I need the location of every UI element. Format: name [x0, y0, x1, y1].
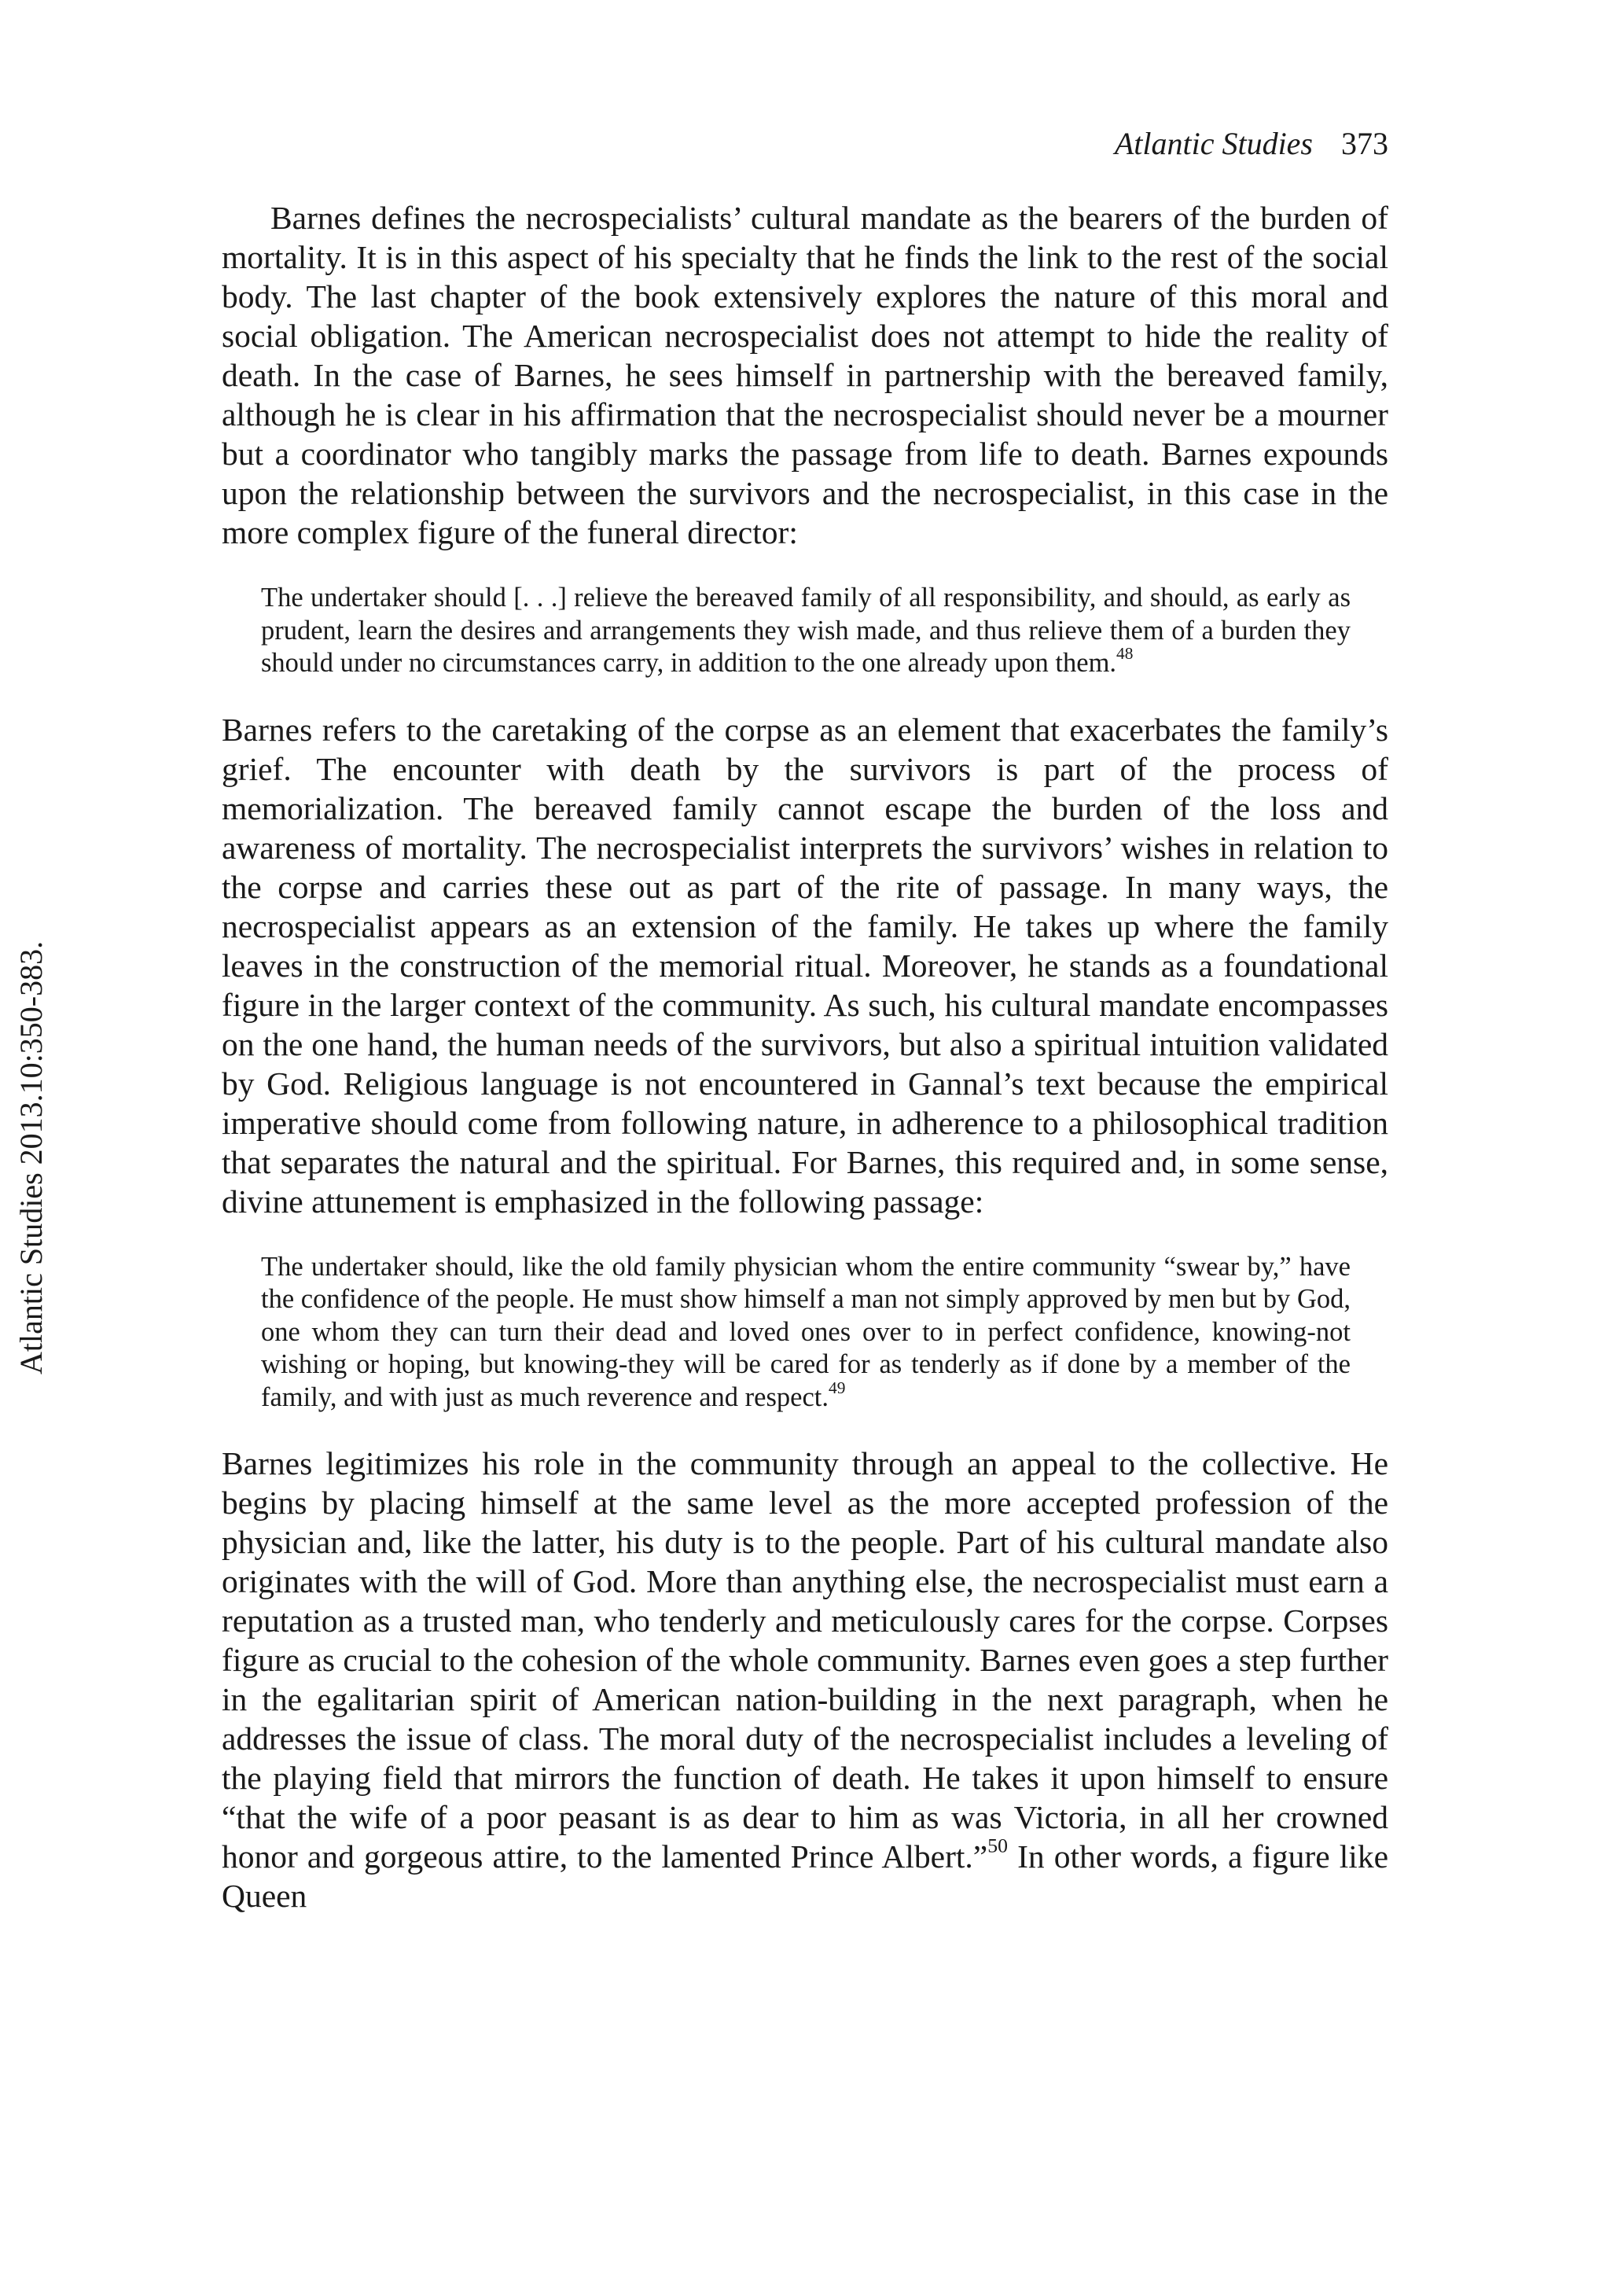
paragraph-3-continuation: In other words, a figure like Queen — [222, 1838, 1388, 1914]
running-header — [1115, 124, 1388, 164]
footnote-ref-49[interactable]: 49 — [829, 1378, 846, 1397]
margin-citation: Atlantic Studies 2013.10:350-383. — [13, 940, 49, 1374]
block-quote-1 — [261, 582, 1351, 680]
paragraph-3-text: Barnes legitimizes his role in the community through an appeal to the collective. He begins by placing himself at the same level as the more accepted profession of the physician and, like the latter, his duty is to the people. Part of his cultural mandate also originates with the will of God. More than anything else, the necrospecialist must earn a reputation as a trusted man, who tenderly and meticulously cares for the corpse. Corpses figure as crucial to the cohesion of the whole community. Barnes even goes a step further in the egalitarian spirit of American nation-building in the next paragraph, when he addresses the issue of class. The moral duty of the necrospecialist includes a leveling of the playing field that mirrors the function of death. He takes it upon himself to ensure “that the wife of a poor peasant is as dear to him as was Victoria, in all her crowned honor and gorgeous attire, to the lamented Prince Albert.” — [222, 1445, 1388, 1875]
paragraph-3 — [222, 1444, 1388, 1915]
footnote-ref-50[interactable]: 50 — [987, 1834, 1008, 1857]
quote-2-text: The undertaker should, like the old family physician whom the entire community “swear by,” have the confidence of the people. He must show himself a man not simply approved by men but by God, one whom they can turn their dead and loved ones over to in perfect confidence, knowing-not wishing or hoping, but knowing-they will be cared for as tenderly as if done by a member of the family, and with just as much reverence and respect. — [261, 1251, 1351, 1412]
quote-1-text: The undertaker should [. . .] relieve the bereaved family of all responsibility, and should, as early as prudent, learn the desires and arrangements they wish made, and thus relieve them of a burden they should under no circumstances carry, in addition to the one already upon them. — [261, 583, 1351, 678]
journal-title: Atlantic Studies — [1114, 126, 1313, 161]
footnote-ref-48[interactable]: 48 — [1116, 643, 1134, 663]
block-quote-2 — [261, 1251, 1351, 1415]
paragraph-1: Barnes defines the necrospecialists’ cultural mandate as the bearers of the burden of mortality. It is in this aspect of his specialty that he finds the link to the rest of the social body. The last chapter of the book extensively explores the nature of this moral and social obligation. The American necrospecialist does not attempt to hide the reality of death. In the case of Barnes, he sees himself in partnership with the bereaved family, although he is clear in his affirmation that the necrospecialist should never be a mourner but a coordinator who tangibly marks the passage from life to death. Barnes expounds upon the relationship between the survivors and the necrospecialist, in this case in the more complex figure of the funeral director: — [222, 200, 1388, 550]
article-body — [222, 198, 1388, 1915]
paragraph-2: Barnes refers to the caretaking of the corpse as an element that exacerbates the family’s grief. The encounter with death by the survivors is part of the process of memorialization. The bereaved family cannot escape the burden of the loss and awareness of mortality. The necrospecialist interprets the survivors’ wishes in relation to the corpse and carries these out as part of the rite of passage. In many ways, the necrospecialist appears as an extension of the family. He takes up where the family leaves in the construction of the memorial ritual. Moreover, he stands as a foundational figure in the larger context of the community. As such, his cultural mandate encompasses on the one hand, the human needs of the survivors, but also a spiritual intuition validated by God. Religious language is not encountered in Gannal’s text because the empirical imperative should come from following nature, in adherence to a philosophical tradition that separates the natural and the spiritual. For Barnes, this required and, in some sense, divine attunement is emphasized in the following passage: — [222, 711, 1388, 1220]
page-number: 373 — [1341, 126, 1388, 161]
